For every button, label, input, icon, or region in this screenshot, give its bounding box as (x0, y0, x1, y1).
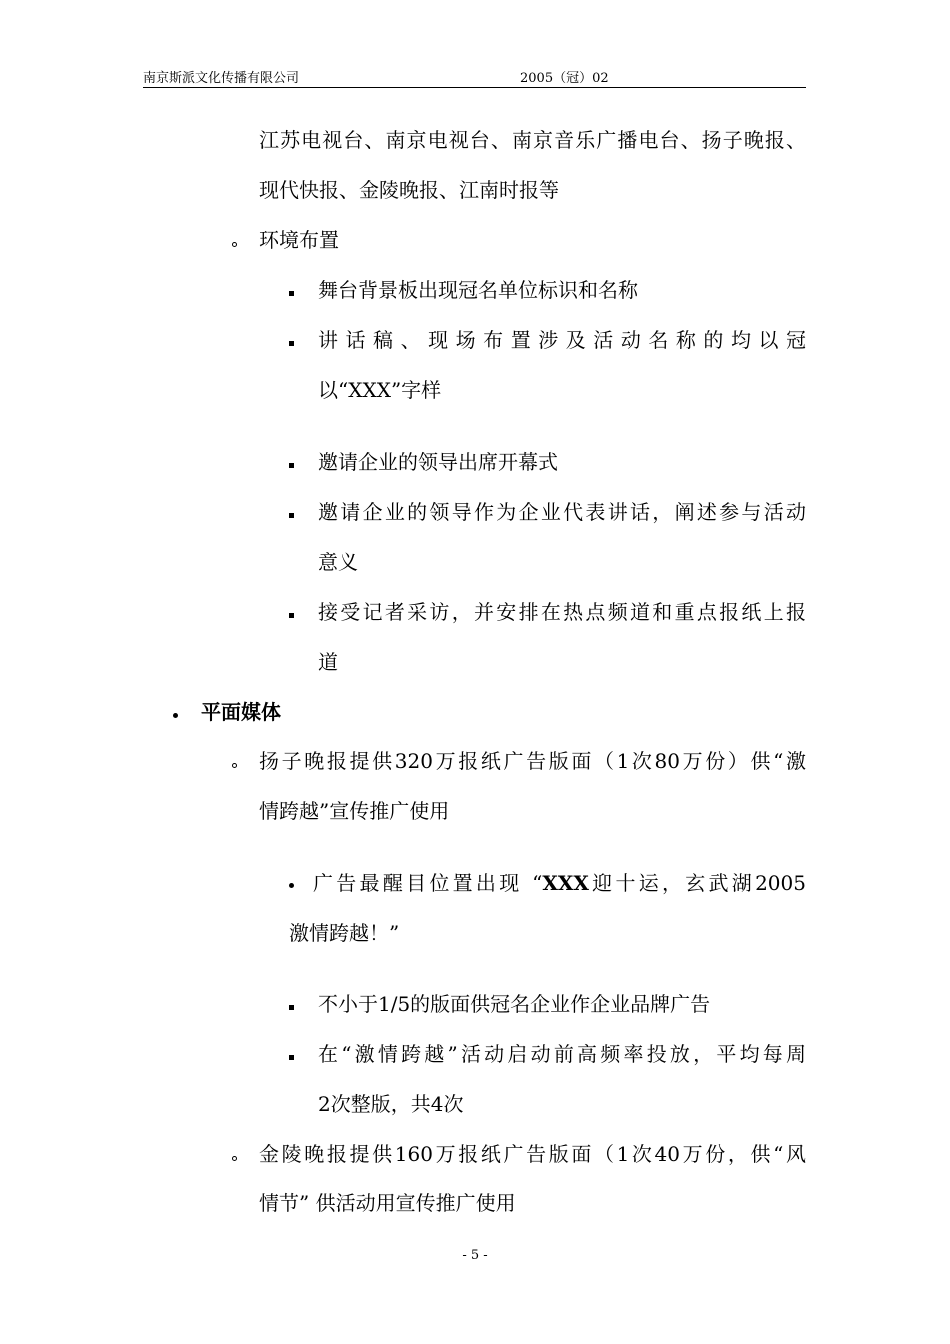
yangzi-line1: 扬子晚报提供320万报纸广告版面（1次80万份）供“激 (259, 749, 806, 773)
env-item-5-line2: 道 (318, 650, 338, 674)
env-item-4-line2: 意义 (318, 550, 358, 574)
square-bullet-icon (289, 613, 294, 618)
ad-item-3-line1: 在“激情跨越”活动启动前高频率投放，平均每周 (318, 1042, 806, 1066)
square-bullet-icon (289, 1005, 294, 1010)
media-list-line2: 现代快报、金陵晚报、江南时报等 (259, 178, 559, 202)
square-bullet-icon (289, 463, 294, 468)
ad-item-3-line2: 2次整版，共4次 (318, 1092, 464, 1116)
header-doc-code: 2005（冠）02 (520, 71, 609, 86)
ad-item-2: 不小于1/5的版面供冠名企业作企业品牌广告 (318, 992, 711, 1016)
ad-position-line1: 广告最醒目位置出现 “XXX迎十运，玄武湖2005 (313, 871, 806, 895)
print-media-heading: 平面媒体 (201, 700, 281, 724)
media-list-line1: 江苏电视台、南京电视台、南京音乐广播电台、扬子晚报、 (259, 128, 806, 152)
yangzi-line2: 情跨越”宣传推广使用 (259, 799, 450, 823)
env-item-2-line1: 讲话稿、现场布置涉及活动名称的均以冠 (318, 328, 806, 352)
square-bullet-icon (289, 1055, 294, 1060)
ad-position-line2: 激情跨越！” (289, 921, 400, 945)
dot-bullet-icon (173, 713, 178, 718)
env-item-4-line1: 邀请企业的领导作为企业代表讲话，阐述参与活动 (318, 500, 806, 524)
jinling-line1: 金陵晚报提供160万报纸广告版面（1次40万份，供“风 (259, 1142, 806, 1166)
square-bullet-icon (289, 291, 294, 296)
circle-bullet-icon (232, 242, 237, 247)
circle-bullet-icon (232, 1156, 237, 1161)
env-item-1: 舞台背景板出现冠名单位标识和名称 (318, 278, 638, 302)
square-bullet-icon (289, 341, 294, 346)
jinling-line2: 情节” 供活动用宣传推广使用 (259, 1191, 516, 1215)
page-number: - 5 - (462, 1248, 488, 1263)
env-item-3: 邀请企业的领导出席开幕式 (318, 450, 558, 474)
circle-bullet-icon (232, 763, 237, 768)
header-rule (143, 87, 806, 88)
dot-bullet-icon (289, 883, 294, 888)
env-item-5-line1: 接受记者采访，并安排在热点频道和重点报纸上报 (318, 600, 806, 624)
env-heading: 环境布置 (259, 228, 339, 252)
square-bullet-icon (289, 513, 294, 518)
env-item-2-line2: 以“XXX”字样 (318, 378, 442, 402)
header-company: 南京斯派文化传播有限公司 (143, 71, 300, 86)
